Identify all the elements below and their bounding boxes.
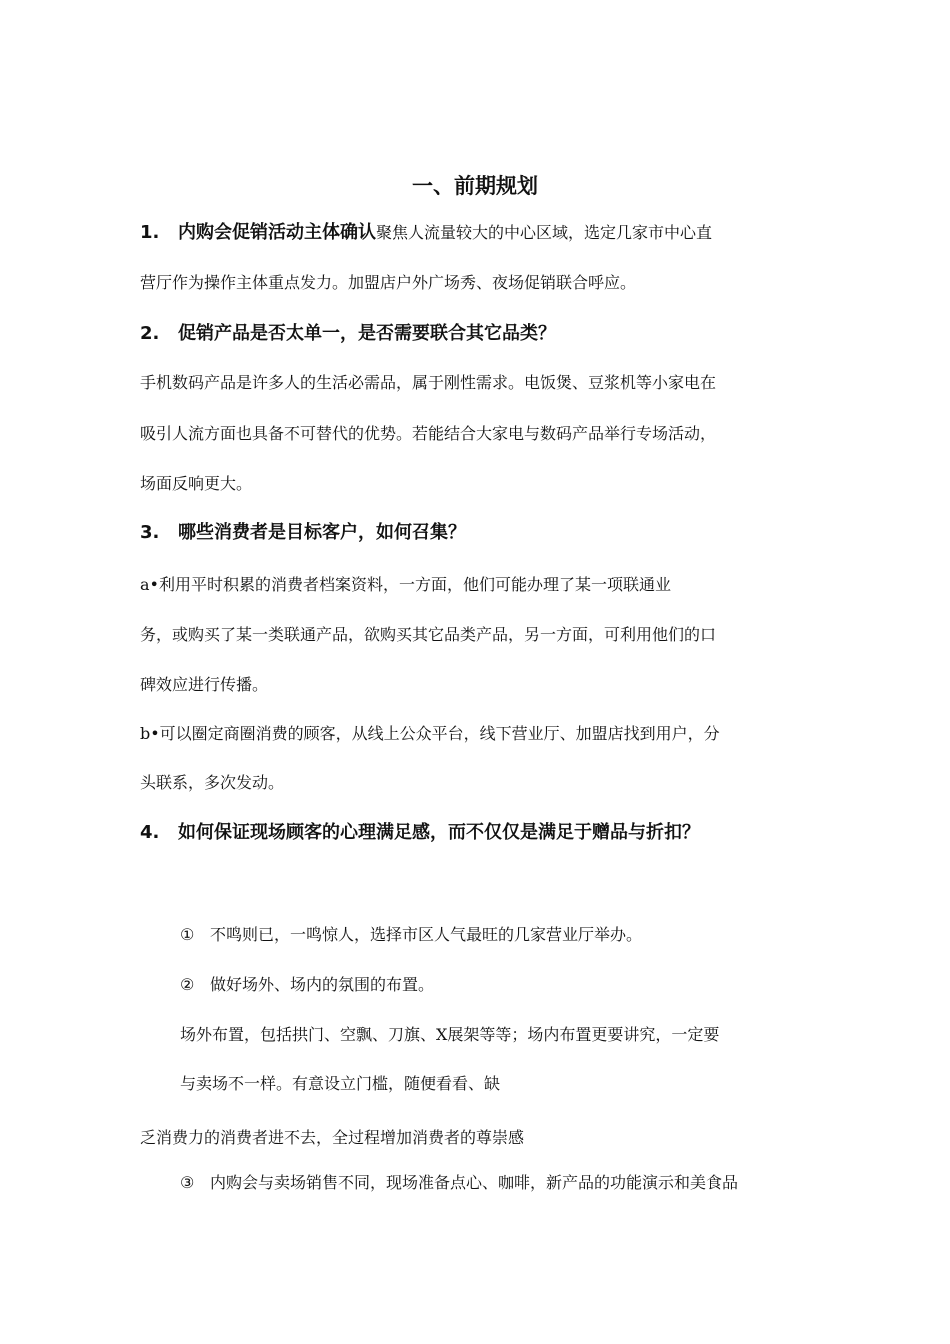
section-heading-text: 哪些消费者是目标客户，如何召集？ xyxy=(178,522,466,543)
paragraph-line: 吸引人流方面也具备不可替代的优势。若能结合大家电与数码产品举行专场活动， xyxy=(140,424,717,443)
paragraph-line: 场外布置，包括拱门、空飘、刀旗、X展架等等；场内布置更要讲究，一定要 xyxy=(180,1025,720,1044)
section-4-heading xyxy=(140,820,700,846)
section-number: 2. xyxy=(140,323,160,344)
section-heading-text: 如何保证现场顾客的心理满足感，而不仅仅是满足于赠品与折扣？ xyxy=(178,822,700,843)
section-heading-text: 促销产品是否太单一，是否需要联合其它品类？ xyxy=(178,323,556,344)
paragraph-line: 与卖场不一样。有意设立门槛，随便看看、缺 xyxy=(180,1074,501,1093)
section-inline-text: 聚焦人流量较大的中心区域，选定几家市中心直 xyxy=(376,223,713,242)
list-marker: ② xyxy=(180,975,195,994)
paragraph-line: 头联系，多次发动。 xyxy=(140,773,285,792)
paragraph-line: 场面反响更大。 xyxy=(140,474,253,493)
list-item xyxy=(180,1172,738,1194)
section-number: 3. xyxy=(140,522,160,543)
paragraph-line: 营厅作为操作主体重点发力。加盟店户外广场秀、夜场促销联合呼应。 xyxy=(140,273,637,292)
page-title: 一、前期规划 xyxy=(412,174,538,198)
list-marker: ③ xyxy=(180,1173,195,1192)
list-item-text: 不鸣则已，一鸣惊人，选择市区人气最旺的几家营业厅举办。 xyxy=(210,925,643,944)
paragraph-line: a•利用平时积累的消费者档案资料，一方面，他们可能办理了某一项联通业 xyxy=(140,575,671,594)
section-number: 4. xyxy=(140,822,160,843)
section-1-heading xyxy=(140,220,712,246)
section-heading-text: 内购会促销活动主体确认 xyxy=(178,222,376,243)
paragraph-line: 乏消费力的消费者进不去，全过程增加消费者的尊崇感 xyxy=(140,1128,525,1147)
section-number: 1. xyxy=(140,222,160,243)
paragraph-line: 务，或购买了某一类联通产品，欲购买其它品类产品，另一方面，可利用他们的口 xyxy=(140,625,717,644)
list-item xyxy=(180,974,434,996)
section-2-heading xyxy=(140,321,556,347)
list-marker: ① xyxy=(180,925,195,944)
list-item-text: 做好场外、场内的氛围的布置。 xyxy=(210,975,435,994)
list-item-text: 内购会与卖场销售不同，现场准备点心、咖啡，新产品的功能演示和美食品 xyxy=(210,1173,739,1192)
paragraph-line: 手机数码产品是许多人的生活必需品，属于刚性需求。电饭煲、豆浆机等小家电在 xyxy=(140,373,717,392)
section-3-heading xyxy=(140,520,466,546)
paragraph-line: b•可以圈定商圈消费的顾客，从线上公众平台，线下营业厅、加盟店找到用户，分 xyxy=(140,724,720,743)
list-item xyxy=(180,924,642,946)
paragraph-line: 碑效应进行传播。 xyxy=(140,675,269,694)
